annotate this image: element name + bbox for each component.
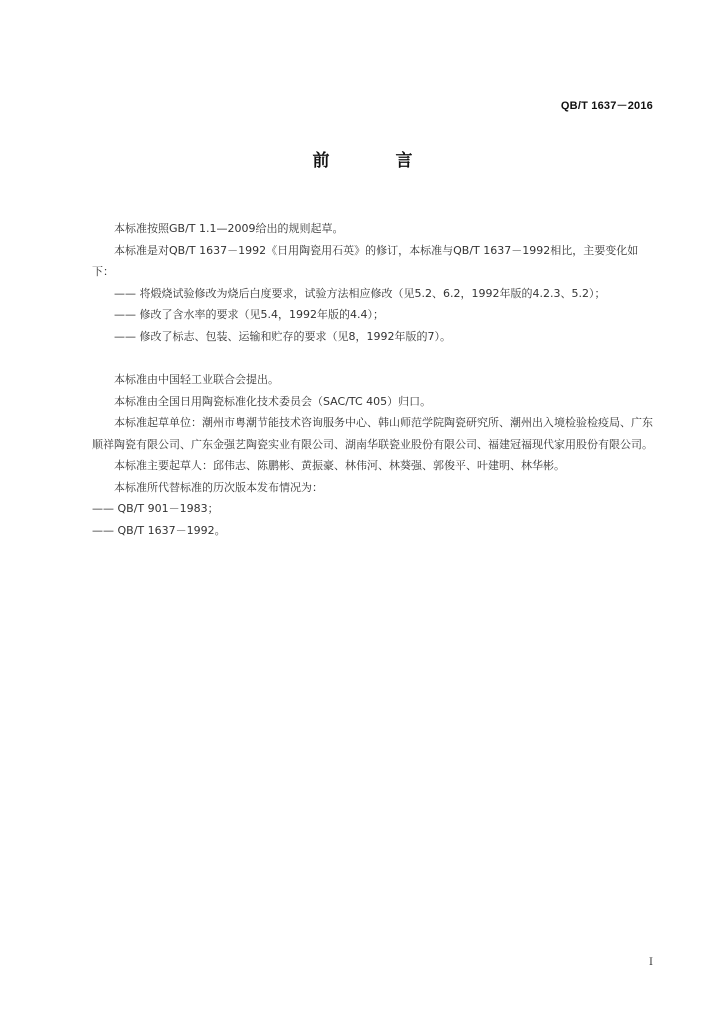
paragraph-drafting-units: 本标准起草单位：潮州市粤潮节能技术咨询服务中心、韩山师范学院陶瓷研究所、潮州出入境检验检疫局、广东顺祥陶瓷有限公司、广东金强艺陶瓷实业有限公司、湖南华联瓷业股份有限公司、福建冠福现代家用股份有限公司。: [92, 416, 653, 451]
change-item: —— 修改了标志、包装、运输和贮存的要求（见8，1992年版的7）。: [114, 329, 451, 343]
paragraph-drafters: 本标准主要起草人：邱伟志、陈鹏彬、黄振豪、林伟河、林葵强、郭俊平、叶建明、林华彬。: [114, 459, 565, 472]
version-item: —— QB/T 1637－1992。: [92, 523, 226, 537]
paragraph-proposer: 本标准由中国轻工业联合会提出。: [114, 373, 279, 386]
paragraph-drafting-rules: 本标准按照GB/T 1.1—2009给出的规则起草。: [114, 222, 344, 235]
paragraph-revision-intro: 本标准是对QB/T 1637－1992《日用陶瓷用石英》的修订，本标准与QB/T 1637－1992相比，主要变化如下：: [92, 243, 639, 278]
change-item: —— 将煅烧试验修改为烧后白度要求，试验方法相应修改（见5.2、6.2，1992年版的4.2.3、5.2）；: [114, 286, 606, 300]
section-gap: [92, 347, 654, 369]
page-title: 前 言: [312, 151, 443, 171]
page-number: I: [649, 957, 653, 968]
standard-code: QB/T 1637－2016: [560, 100, 653, 112]
paragraph-version-history: 本标准所代替标准的历次版本发布情况为：: [114, 480, 323, 494]
paragraph-committee: 本标准由全国日用陶瓷标准化技术委员会（SAC/TC 405）归口。: [114, 394, 432, 408]
version-item: —— QB/T 901－1983；: [92, 502, 219, 515]
change-item: —— 修改了含水率的要求（见5.4，1992年版的4.4）；: [114, 308, 384, 321]
foreword-body: [92, 218, 654, 541]
